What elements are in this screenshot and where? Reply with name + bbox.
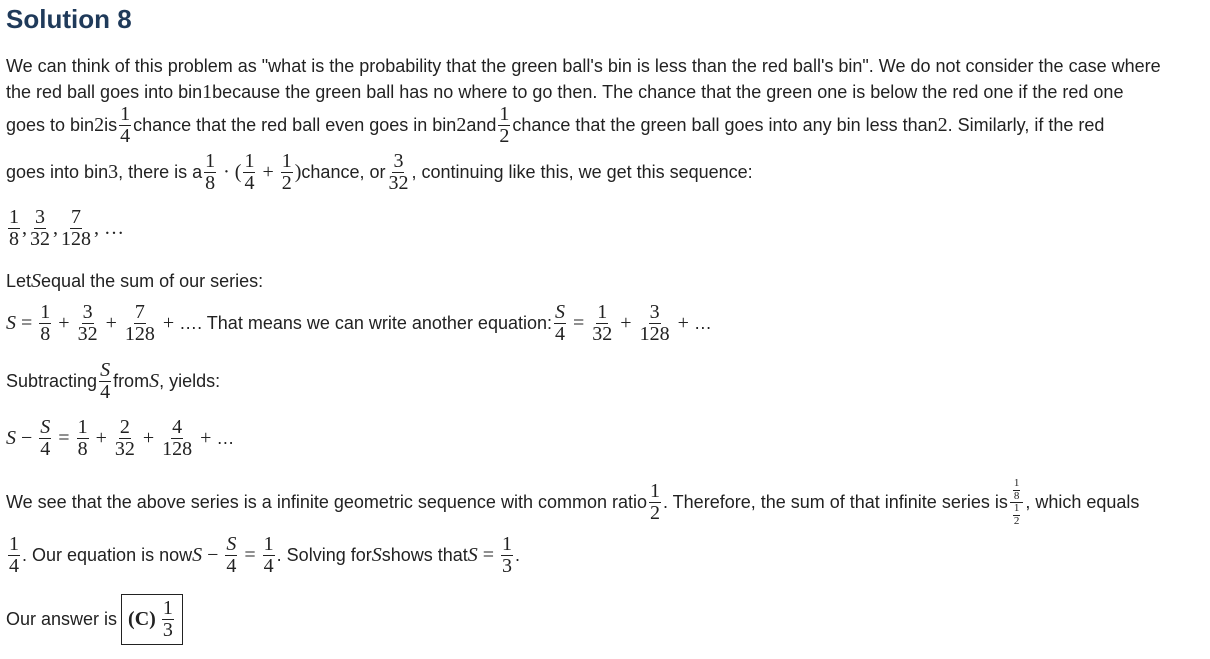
fraction: $\frac{1}{32}$ [592, 301, 613, 345]
fraction: $\frac{S}{4}$ [555, 301, 566, 345]
text: , yields: [159, 371, 221, 391]
sequence-term: $\frac{1}{8}$ [9, 206, 19, 250]
math-number: 2 [94, 114, 105, 136]
fraction: $\frac{1}{2}$ [650, 480, 660, 525]
fraction: $\frac{S}{4}$ [40, 416, 51, 460]
fraction: $\frac{1}{8}$ [205, 150, 216, 194]
equation-line-1: S = $\frac{1}{8}$ + $\frac{3}{32}$ + $\frac{7}{128}$ + … . That means we can write another equation: $\frac{S}{4}$ = $\frac{1}{32}$ + $\frac{3}{128}$ + … [6, 301, 712, 345]
text: Subtracting [6, 371, 98, 391]
fraction: $\frac{2}{32}$ [114, 416, 135, 460]
text: is [104, 115, 118, 135]
geometric-line [6, 478, 1139, 527]
solution-heading: Solution 8 [6, 4, 132, 34]
text: , continuing like this, we get this sequence: [411, 162, 753, 182]
text: chance, or [301, 162, 386, 182]
fraction: $\frac{3}{32}$ [77, 301, 98, 345]
fraction: $\frac{1}{8}$ [77, 416, 88, 460]
text: chance that the green ball goes into any bin less than [512, 115, 938, 135]
subtracting-line: Subtracting $\frac{S}{4}$ from S , yields: [6, 359, 221, 403]
text: . Our equation is now [22, 545, 193, 565]
text: shows that [381, 545, 468, 565]
fraction: $\frac{3}{32}$ [388, 150, 409, 194]
sequence-term: $\frac{3}{32}$ [30, 206, 50, 250]
fraction: $\frac{1}{3}$ [502, 533, 513, 577]
fraction: $\frac{1}{4}$ [9, 533, 19, 577]
paragraph-line-1 [6, 56, 1161, 77]
text: We see that the above series is a infinite geometric sequence with common ratio [6, 492, 647, 513]
text: equal the sum of our series: [41, 271, 264, 291]
text: . Similarly, if the red [947, 115, 1105, 135]
text: from [113, 371, 150, 391]
fraction: $\frac{S}{4}$ [100, 359, 111, 403]
text: chance that the red ball even goes in bin [133, 115, 457, 135]
sequence: $\frac{1}{8}$ , $\frac{3}{32}$ , $\frac{7}{128}$ , … [9, 206, 124, 250]
fraction: $\frac{7}{128}$ [124, 301, 155, 345]
paragraph-line-3 [6, 104, 1104, 147]
fraction: $\frac{1}{2}$ [499, 103, 510, 147]
fraction: $\frac{1}{8}$ [40, 301, 51, 345]
text: We can think of this problem as "what is the probability that the green ball's bin is less than the red ball's bin". We do not consider the case where [6, 56, 1161, 76]
answer-box [121, 594, 183, 645]
text: because the green ball has no where to go then. The chance that the green one is below the red one if the red one [212, 82, 1124, 102]
let-s-line: Let S equal the sum of our series: [6, 270, 264, 292]
fraction: $\frac{S}{4}$ [226, 533, 237, 577]
math-number: 2 [937, 114, 948, 136]
math-number: 1 [202, 81, 213, 103]
text: , there is a [118, 162, 203, 182]
text: goes to bin [6, 115, 95, 135]
equation-line-2: S − $\frac{S}{4}$ = $\frac{1}{8}$ + $\frac{2}{32}$ + $\frac{4}{128}$ + … [6, 416, 235, 460]
fraction: $\frac{1}{4}$ [120, 103, 131, 147]
fraction: $\frac{3}{128}$ [639, 301, 670, 345]
fraction: $\frac{1}{3}$ [162, 597, 173, 641]
text: . Solving for [276, 545, 372, 565]
text: , which equals [1025, 492, 1140, 513]
math-number: 3 [108, 161, 119, 183]
text: Our answer is [6, 609, 118, 629]
text: . That means we can write another equation: [197, 313, 553, 333]
text: . Therefore, the sum of that infinite series is [663, 492, 1008, 513]
text: and [466, 115, 497, 135]
fraction: $\frac{4}{128}$ [162, 416, 193, 460]
answer-choice: (C) [128, 608, 156, 630]
fraction: $\frac{1}{4}$ [244, 150, 255, 194]
answer-line [6, 594, 183, 645]
text: Let [6, 271, 32, 291]
fraction: $\frac{\frac{1}{8}}{\frac{1}{2}}$ [1010, 478, 1024, 527]
fraction: $\frac{1}{4}$ [263, 533, 274, 577]
paragraph-line-2 [6, 81, 1123, 104]
equation-line-3: $\frac{1}{4}$ . Our equation is now S − $\frac{S}{4}$ = $\frac{1}{4}$ . Solving for S shows that S = $\frac{1}{3}$ . [9, 533, 521, 577]
paragraph-line-4: goes into bin 3 , there is a $\frac{1}{8}$ · ( $\frac{1}{4}$ + $\frac{1}{2}$ ) chance, or $\frac{3}{32}$ , continuing like this, we get this sequence: [6, 150, 753, 194]
math-number: 2 [456, 114, 467, 136]
text: the red ball goes into bin [6, 82, 203, 102]
text: goes into bin [6, 162, 109, 182]
sequence-term: $\frac{7}{128}$ [61, 206, 91, 250]
fraction: $\frac{1}{2}$ [281, 150, 292, 194]
